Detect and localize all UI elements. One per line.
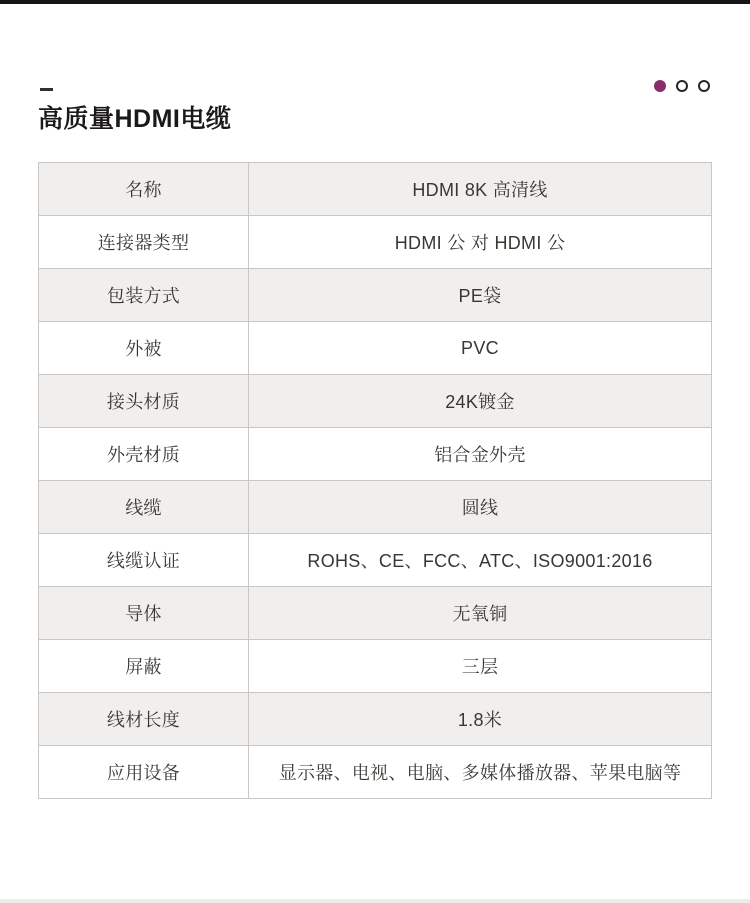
title-dash-decoration [40, 88, 53, 91]
carousel-dot-3[interactable] [698, 80, 710, 92]
spec-label: 外被 [39, 322, 249, 375]
spec-value: PE袋 [249, 269, 712, 322]
spec-value: 无氧铜 [249, 587, 712, 640]
spec-value: 1.8米 [249, 693, 712, 746]
spec-table [38, 162, 712, 799]
spec-label: 接头材质 [39, 375, 249, 428]
table-row [39, 746, 712, 799]
table-row [39, 693, 712, 746]
carousel-pagination [654, 80, 710, 92]
spec-label: 线材长度 [39, 693, 249, 746]
spec-value: 铝合金外壳 [249, 428, 712, 481]
previous-section-edge [0, 0, 750, 4]
carousel-dot-1[interactable] [654, 80, 666, 92]
table-row [39, 269, 712, 322]
spec-label: 包装方式 [39, 269, 249, 322]
page-title: 高质量HDMI电缆 [38, 105, 232, 133]
spec-label: 名称 [39, 163, 249, 216]
spec-value: 三层 [249, 640, 712, 693]
spec-label: 外壳材质 [39, 428, 249, 481]
spec-table-body [39, 163, 712, 799]
spec-label: 导体 [39, 587, 249, 640]
spec-label: 线缆 [39, 481, 249, 534]
spec-value: 24K镀金 [249, 375, 712, 428]
spec-value: HDMI 公 对 HDMI 公 [249, 216, 712, 269]
spec-value: 显示器、电视、电脑、多媒体播放器、苹果电脑等 [249, 746, 712, 799]
table-row [39, 534, 712, 587]
next-section-edge [0, 899, 750, 903]
table-row [39, 481, 712, 534]
table-row [39, 163, 712, 216]
spec-label: 应用设备 [39, 746, 249, 799]
table-row [39, 640, 712, 693]
spec-label: 连接器类型 [39, 216, 249, 269]
table-row [39, 216, 712, 269]
table-row [39, 428, 712, 481]
spec-label: 屏蔽 [39, 640, 249, 693]
carousel-dot-2[interactable] [676, 80, 688, 92]
table-row [39, 375, 712, 428]
spec-value: 圆线 [249, 481, 712, 534]
table-row [39, 322, 712, 375]
spec-value: PVC [249, 322, 712, 375]
table-row [39, 587, 712, 640]
spec-value: HDMI 8K 高清线 [249, 163, 712, 216]
spec-label: 线缆认证 [39, 534, 249, 587]
spec-value: ROHS、CE、FCC、ATC、ISO9001:2016 [249, 534, 712, 587]
